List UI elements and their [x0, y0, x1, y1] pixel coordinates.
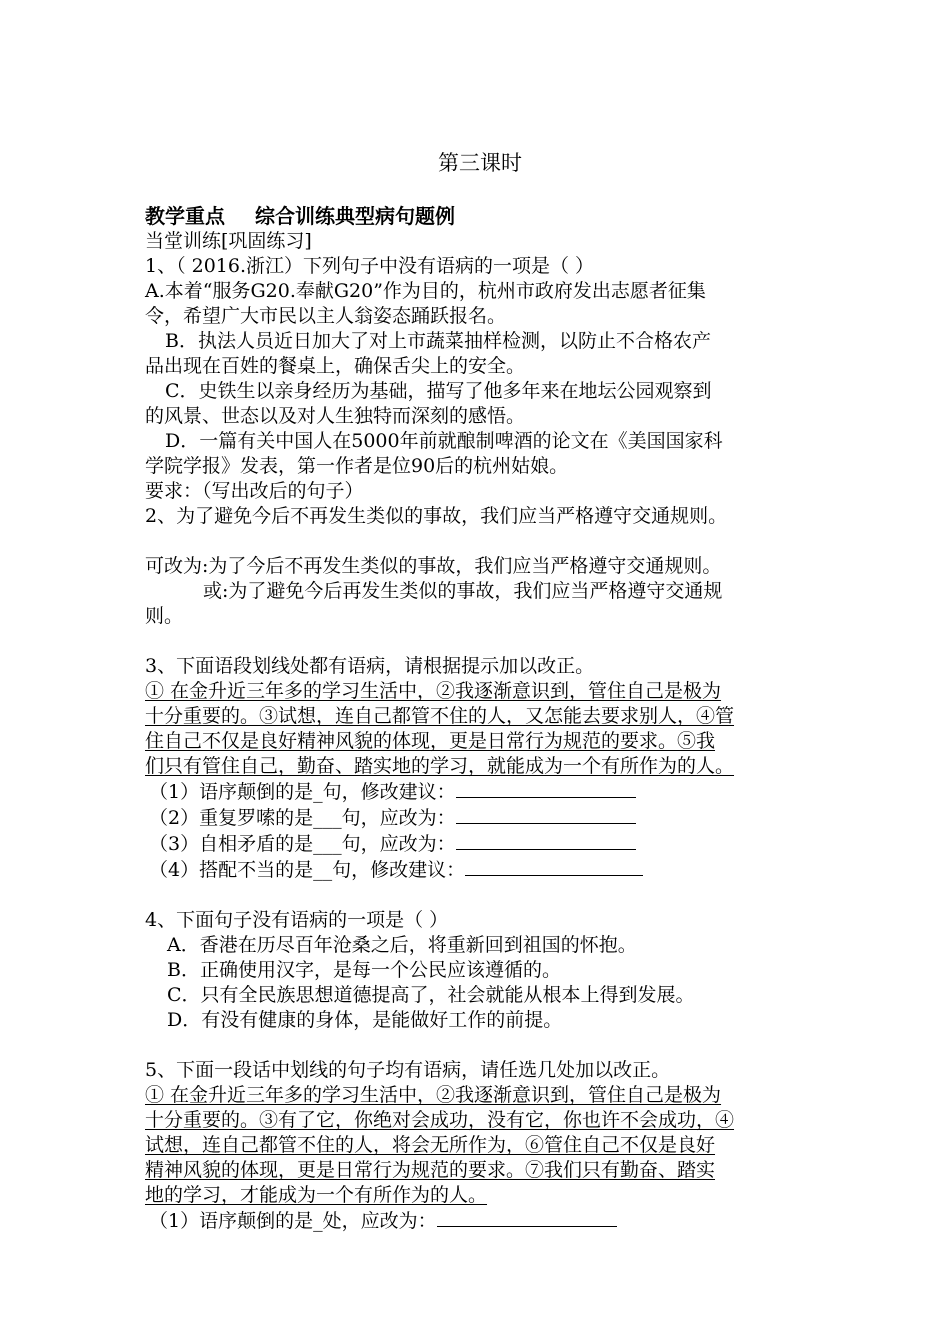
q3-passage-line4: 们只有管住自己，勤奋、踏实地的学习，就能成为一个有所作为的人。 — [145, 755, 735, 777]
q3-passage-line3: 住自己不仅是良好精神风貌的体现，更是日常行为规范的要求。⑤我 — [145, 730, 716, 752]
lesson-title: 第三课时 — [438, 151, 522, 175]
q2-sentence: 2、为了避免今后不再发生类似的事故，我们应当严格遵守交通规则。 — [145, 505, 728, 527]
q5-passage-line1: ① 在金升近三年多的学习生活中，②我逐渐意识到，管住自己是极为 — [145, 1084, 722, 1106]
q4-option-a: A．香港在历尽百年沧桑之后，将重新回到祖国的怀抱。 — [167, 934, 637, 956]
q1-option-a-line2: 令，希望广大市民以主人翁姿态踊跃报名。 — [145, 305, 507, 327]
q4-option-d: D．有没有健康的身体，是能做好工作的前提。 — [167, 1009, 563, 1031]
q1-stem: 1、（ 2016.浙江）下列句子中没有语病的一项是（ ） — [145, 255, 595, 277]
answer-blank[interactable] — [456, 831, 636, 850]
answer-blank[interactable] — [465, 857, 643, 876]
q1-option-d-line2: 学院学报》发表，第一作者是位90后的杭州姑娘。 — [145, 455, 569, 477]
q1-option-b-line1: B．执法人员近日加大了对上市蔬菜抽样检测，以防止不合格农产 — [165, 330, 711, 352]
q5-stem: 5、下面一段话中划线的句子均有语病，请任选几处加以改正。 — [145, 1059, 671, 1081]
requirement-text: 要求：（写出改后的句子） — [145, 480, 364, 502]
q2-answer-2-line1: 或:为了避免今后再发生类似的事故，我们应当严格遵守交通规 — [203, 580, 723, 602]
q1-option-b-line2: 品出现在百姓的餐桌上，确保舌尖上的安全。 — [145, 355, 526, 377]
q5-passage-line5: 地的学习，才能成为一个有所作为的人。 — [145, 1184, 488, 1206]
q3-passage-line1: ① 在金升近三年多的学习生活中，②我逐渐意识到，管住自己是极为 — [145, 680, 722, 702]
q2-answer-1: 可改为:为了今后不再发生类似的事故，我们应当严格遵守交通规则。 — [145, 555, 722, 577]
q1-option-a-line1: A.本着“服务G20.奉献G20”作为目的，杭州市政府发出志愿者征集 — [145, 280, 706, 302]
teaching-focus-heading — [145, 204, 815, 229]
document-page — [145, 148, 815, 1234]
q1-option-c-line2: 的风景、世态以及对人生独特而深刻的感悟。 — [145, 405, 526, 427]
answer-blank[interactable] — [456, 779, 636, 798]
q1-option-d-line1: D．一篇有关中国人在5000年前就酿制啤酒的论文在《美国国家科 — [165, 430, 723, 452]
q3-subquestion-4: （4）搭配不当的是__句，修改建议： — [145, 857, 815, 883]
answer-blank[interactable] — [437, 1208, 617, 1227]
heading-text: 综合训练典型病句题例 — [255, 204, 455, 228]
section-label: 当堂训练[巩固练习] — [145, 230, 312, 252]
q2-answer-2-line2: 则。 — [145, 605, 184, 627]
heading-label: 教学重点 — [145, 204, 225, 228]
q5-subquestion-1: （1）语序颠倒的是_处，应改为： — [145, 1208, 815, 1234]
q3-subquestion-2: （2）重复罗嗦的是___句，应改为： — [145, 805, 815, 831]
q5-passage-line4: 精神风貌的体现，更是日常行为规范的要求。⑦我们只有勤奋、踏实 — [145, 1159, 716, 1181]
q3-passage-line2: 十分重要的。③试想，连自己都管不住的人，又怎能去要求别人，④管 — [145, 705, 735, 727]
q5-passage-line2: 十分重要的。③有了它，你绝对会成功，没有它，你也许不会成功，④ — [145, 1109, 735, 1131]
q3-subquestion-1: （1）语序颠倒的是_句，修改建议： — [145, 779, 815, 805]
q3-subquestion-3: （3）自相矛盾的是___句，应改为： — [145, 831, 815, 857]
q5-passage-line3: 试想，连自己都管不住的人，将会无所作为，⑥管住自己不仅是良好 — [145, 1134, 716, 1156]
q1-option-c-line1: C．史铁生以亲身经历为基础，描写了他多年来在地坛公园观察到 — [165, 380, 712, 402]
answer-blank[interactable] — [456, 805, 636, 824]
q4-option-b: B．正确使用汉字，是每一个公民应该遵循的。 — [167, 959, 561, 981]
q3-stem: 3、下面语段划线处都有语病，请根据提示加以改正。 — [145, 655, 595, 677]
q4-stem: 4、下面句子没有语病的一项是（ ） — [145, 909, 449, 931]
q4-option-c: C．只有全民族思想道德提高了，社会就能从根本上得到发展。 — [167, 984, 695, 1006]
